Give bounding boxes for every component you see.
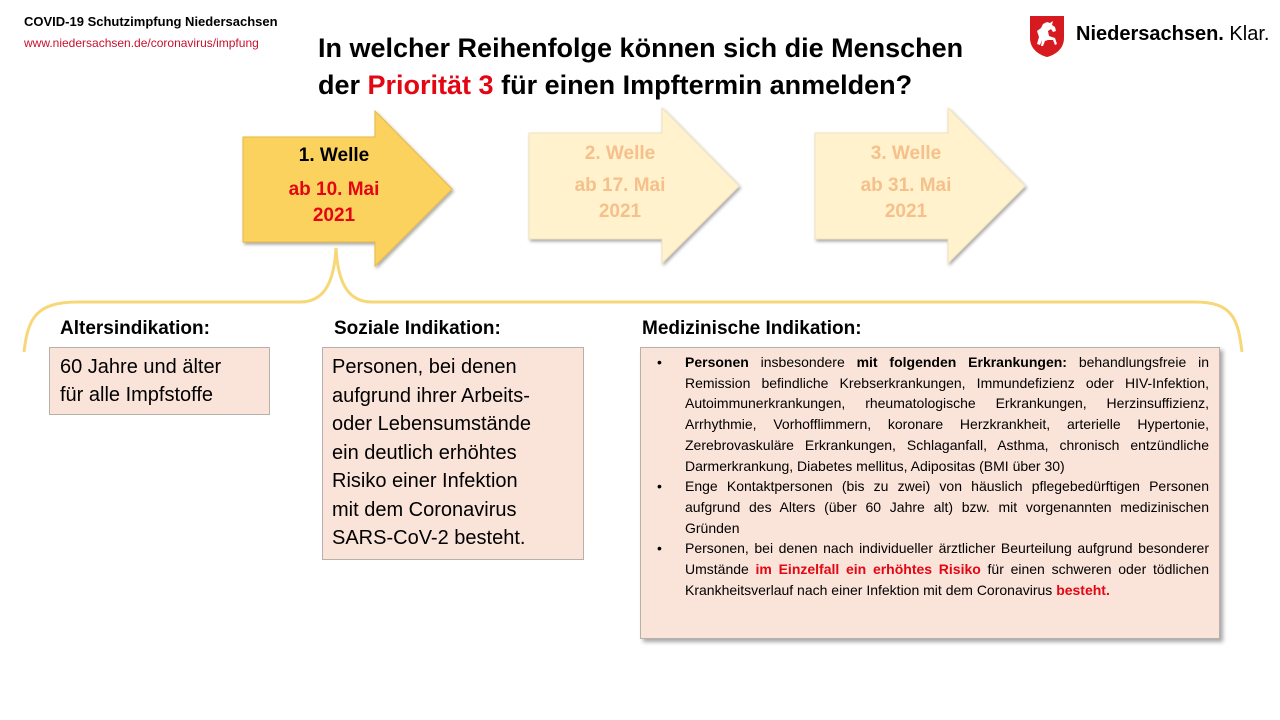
medical-list: [651, 352, 1209, 600]
list-text: behandlungsfreie in Remission befindliche Krebserkrankungen, Immundefizienz oder HIV-Infektion, Autoimmunerkrankungen, rheumatologische Erkrankungen, Herzinsuffizienz, Arrhythmie, Vorhofflimmern, koronare Herzkrankheit, arterielle Hypertonie, Zerebrovaskuläre Erkrankungen, Schlaganfall, Asthma, chronisch entzündliche Darmerkrankung, Diabetes mellitus, Adipositas (BMI über 30): [685, 354, 1209, 474]
wave-3: [822, 141, 990, 225]
page-title-prefix: der: [318, 70, 368, 100]
page-title-line1: In welcher Reihenfolge können sich die Menschen: [318, 33, 964, 63]
wave-2-date-line1: ab 17. Mai: [574, 175, 666, 196]
age-indication-heading: Altersindikation:: [60, 318, 210, 339]
header-url[interactable]: www.niedersachsen.de/coronavirus/impfung: [24, 36, 259, 50]
list-item: [651, 352, 1209, 476]
wave-2: [536, 141, 704, 225]
priority-highlight: Priorität 3: [367, 70, 494, 100]
wave-2-date: [536, 173, 704, 225]
list-text: Personen, bei denen nach individueller ärztlicher Beurteilung aufgrund besonderer Umstände: [685, 540, 1209, 578]
page-title-suffix: für einen Impftermin anmelden?: [493, 70, 913, 100]
brand-regular: Klar.: [1223, 23, 1270, 45]
social-line: oder Lebensumstände: [332, 413, 532, 435]
age-line2: für alle Impfstoffe: [60, 384, 214, 406]
social-line: SARS-CoV-2 besteht.: [332, 527, 526, 549]
wave-2-title: 2. Welle: [584, 143, 656, 164]
medical-indication-heading: Medizinische Indikation:: [642, 318, 862, 339]
list-item: [651, 538, 1209, 600]
wave-1-title: 1. Welle: [298, 145, 370, 166]
social-line: aufgrund ihrer Arbeits-: [332, 384, 530, 407]
wave-3-title: 3. Welle: [870, 143, 942, 164]
list-text: für einen schweren oder tödlichen Krankheitsverlauf nach einer Infektion mit dem Coronavirus: [685, 561, 1209, 598]
age-indication-box: [49, 347, 270, 415]
age-line1: 60 Jahre und älter: [60, 356, 222, 378]
red-highlight: besteht.: [1056, 581, 1110, 598]
social-indication-box: [322, 347, 584, 560]
bold-text: Personen: [685, 354, 749, 370]
wave-1-date-line1: ab 10. Mai: [288, 179, 380, 200]
social-line: ein deutlich erhöhtes: [332, 441, 517, 464]
social-line: Risiko einer Infektion: [332, 470, 518, 492]
wave-3-date: [822, 173, 990, 225]
wave-1-date-line2: 2021: [312, 205, 356, 226]
bold-text: mit folgenden Erkrankungen:: [856, 354, 1067, 370]
medical-indication-box: [640, 347, 1220, 639]
wave-3-date-line2: 2021: [884, 201, 928, 222]
list-text: insbesondere: [748, 354, 857, 370]
list-text: Enge Kontaktpersonen (bis zu zwei) von häuslich pflegebedürftigen Personen aufgrund des Alters (über 60 Jahre alt) bzw. mit vorgenannten medizinischen Gründen: [685, 478, 1209, 536]
wave-1: [250, 143, 418, 229]
social-line: Personen, bei denen: [332, 356, 517, 378]
wave-1-date: [250, 177, 418, 229]
wave-2-date-line2: 2021: [598, 201, 642, 222]
list-item: [651, 476, 1209, 538]
social-line: mit dem Coronavirus: [332, 498, 517, 521]
wave-3-date-line1: ab 31. Mai: [860, 175, 952, 196]
header-title: COVID-19 Schutzimpfung Niedersachsen: [24, 14, 278, 29]
social-indication-heading: Soziale Indikation:: [334, 318, 501, 339]
red-highlight: im Einzelfall ein erhöhtes Risiko: [755, 561, 981, 578]
brand-bold: Niedersachsen.: [1076, 23, 1224, 45]
